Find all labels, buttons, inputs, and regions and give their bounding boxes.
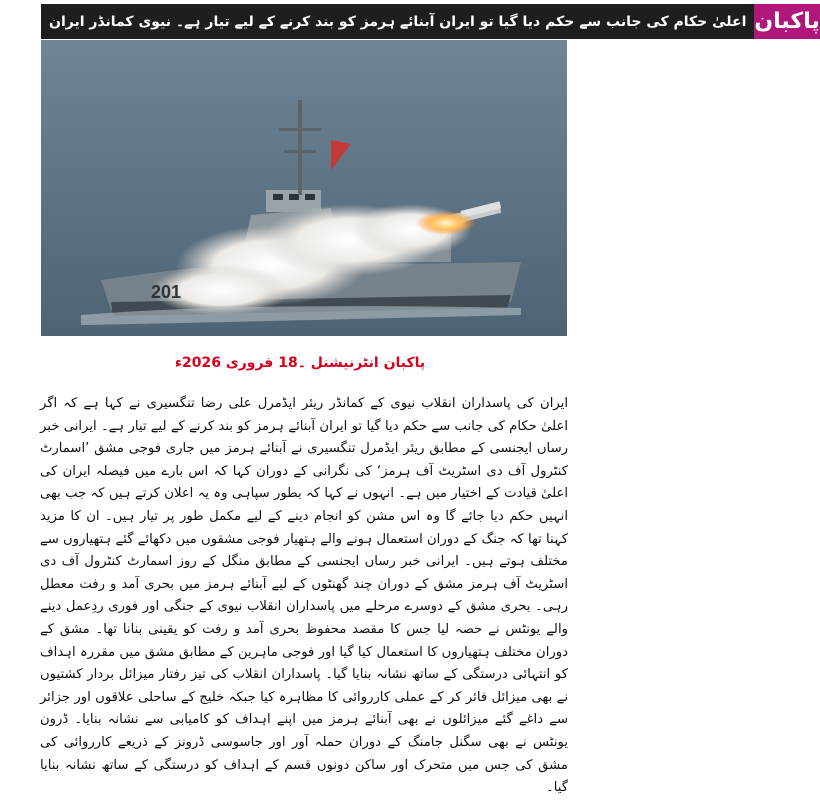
dateline: پاکبان انٹرنیشنل ۔18 فروری 2026ء [174, 355, 426, 371]
news-photo [41, 40, 567, 336]
hull-number: 201 [151, 282, 182, 302]
headline-text: اعلیٰ حکام کی جانب سے حکم دیا گیا تو ایران آبنائے ہرمز کو بند کرنے کے لیے تیار ہے۔ نیوی کمانڈر ایران [41, 4, 754, 39]
brand-logo: پاکبان [754, 4, 819, 39]
article-paragraph: ایران کی پاسداران انقلاب نیوی کے کمانڈر ریئر ایڈمرل علی رضا تنگسیری نے کہا ہے کہ اگر اعلیٰ حکام کی جانب سے حکم دیا گیا تو ایران آبنائے ہرمز کو بند کرنے کے لیے تیار ہے۔ ایرانی خبر رساں ایجنسی کے مطابق ریئر ایڈمرل تنگسیری نے آبنائے ہرمز میں جاری فوجی مشق ’اسمارٹ کنٹرول آف دی اسٹریٹ آف ہرمز‘ کی نگرانی کے دوران کہا کہ اس بارے میں فیصلہ ایران کی اعلیٰ قیادت کے اختیار میں ہے۔ انہوں نے کہا کہ بطور سپاہی وہ یہ اعلان کرتے ہیں کہ جب بھی انہیں حکم دیا جائے گا وہ اس مشن کو انجام دینے کے لیے مکمل طور پر تیار ہیں۔ ان کا مزید کہنا تھا کہ جنگ کے دوران استعمال ہونے والے ہتھیار فوجی مشقوں میں دکھائے گئے ہتھیاروں سے مختلف ہوتے ہیں۔ ایرانی خبر رساں ایجنسی کے مطابق منگل کے روز اسمارٹ کنٹرول آف دی اسٹریٹ آف ہرمز مشق کے دوران چند گھنٹوں کے لیے آبنائے ہرمز میں بحری آمد و رفت معطل رہی۔ بحری مشق کے دوسرے مرحلے میں پاسداران انقلاب نیوی کے جنگی اور فوری ردِعمل دینے والے یونٹس نے حصہ لیا جس کا مقصد محفوظ بحری آمد و رفت کو یقینی بنانا تھا۔ مشق کے دوران مختلف ہتھیاروں کا استعمال کیا گیا اور فوجی ماہرین کے مطابق مشق میں مقررہ اہداف کو انتہائی درستگی کے ساتھ نشانہ بنایا گیا۔ پاسداران انقلاب کی تیز رفتار میزائل بردار کشتیوں نے بھی میزائل فائر کر کے عملی کارروائی کا مظاہرہ کیا جبکہ خلیج کے ساحلی علاقوں اور جزائر سے داغے گئے میزائلوں نے بھی آبنائے ہرمز میں اپنے اہداف کو کامیابی سے نشانہ بنایا۔ ڈرون یونٹس نے بھی سگنل جامنگ کے دوران حملہ آور اور جاسوسی ڈرونز کے ذریعے کارروائی کی مشق کی جس میں متحرک اور ساکن دونوں قسم کے اہداف کو درستگی کے ساتھ نشانہ بنایا گیا۔ [40, 396, 568, 796]
headline-banner [41, 4, 820, 39]
article-body [40, 393, 568, 800]
